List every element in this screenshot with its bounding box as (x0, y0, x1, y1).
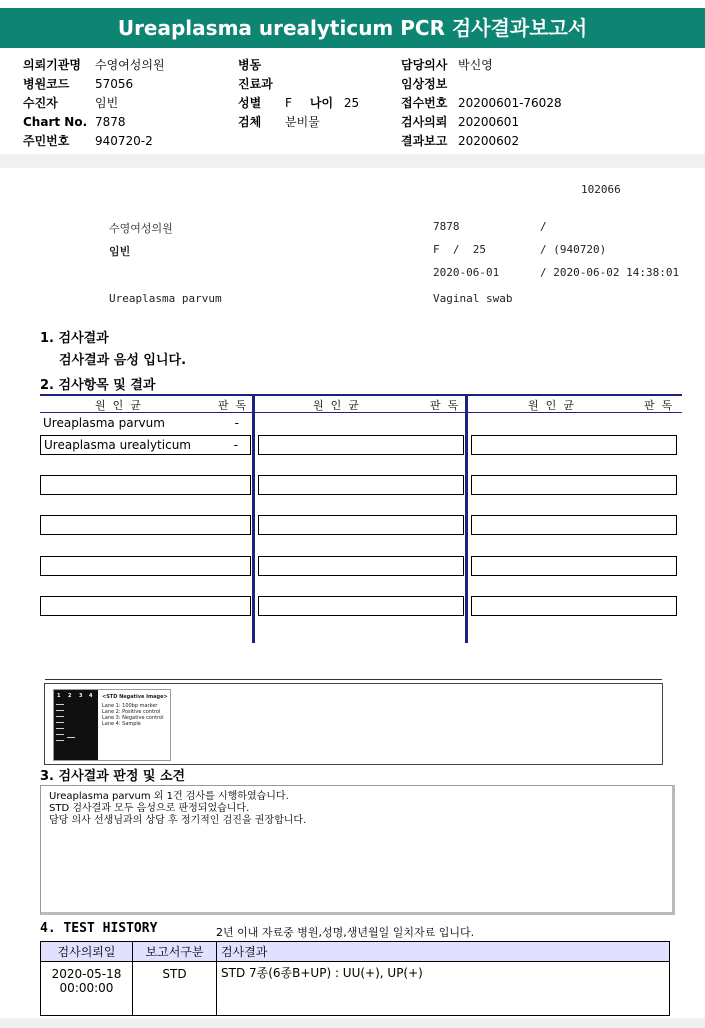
finding-line: Ureaplasma parvum 외 1건 검사를 시행하였습니다. (49, 791, 289, 802)
header-sex-age: F / 25 (433, 243, 486, 256)
header-chart-sep: / (540, 220, 547, 233)
rrn-value: 940720-2 (95, 134, 153, 148)
header-birth: / (940720) (540, 243, 607, 256)
report-title: Ureaplasma urealyticum PCR 검사결과보고서 (0, 8, 705, 48)
empty-row (258, 556, 464, 576)
history-date: 2020-05-18 (51, 967, 122, 981)
gel-title: <STD Negative Image> (102, 694, 168, 700)
header-test-name: Ureaplasma parvum (109, 292, 222, 305)
result-row (40, 414, 251, 434)
section4-title: 4. TEST HISTORY (40, 921, 158, 936)
history-col-result: 검사결과 (217, 942, 670, 962)
empty-row (40, 556, 251, 576)
marker-band (56, 734, 64, 735)
ward-label: 병동 (238, 58, 262, 72)
empty-row (471, 556, 677, 576)
col-judgement-header: 판 독 (644, 399, 673, 412)
history-date-cell (41, 962, 133, 1016)
age-label: 나이 (309, 96, 334, 110)
specimen-value: 분비물 (285, 115, 320, 129)
empty-row (471, 475, 677, 495)
header-specimen: Vaginal swab (433, 292, 513, 305)
finding-line: 담당 의사 선생님과의 상담 후 정기적인 검진을 권장합니다. (49, 815, 307, 826)
marker-band (56, 704, 64, 705)
judgement-value: - (234, 416, 239, 430)
lane-number: 1 (57, 693, 61, 699)
history-type: STD (133, 962, 217, 1016)
empty-row (471, 435, 677, 455)
header-patient-name: 임빈 (109, 245, 131, 258)
history-time: 00:00:00 (59, 981, 114, 995)
header-chart-no: 7878 (433, 220, 460, 233)
bottom-band (0, 1018, 705, 1028)
clinical-label: 임상정보 (401, 77, 448, 91)
empty-row (40, 596, 251, 616)
gel-top-rule (45, 679, 662, 680)
marker-band (56, 710, 64, 711)
age-value: 25 (343, 96, 360, 110)
patient-info-right (401, 56, 562, 151)
department-label: 진료과 (238, 77, 273, 91)
col-judgement-header: 판 독 (218, 399, 247, 412)
hospital-code-label: 병원코드 (23, 77, 70, 91)
empty-row (258, 515, 464, 535)
findings-box (40, 785, 675, 915)
report-number: 102066 (581, 183, 621, 196)
history-table (40, 941, 670, 1016)
header-date-received: 2020-06-01 (433, 266, 500, 279)
marker-band (56, 728, 64, 729)
pathogen-name: Ureaplasma urealyticum (44, 438, 191, 452)
empty-row (40, 515, 251, 535)
empty-row (258, 475, 464, 495)
marker-band (56, 716, 64, 717)
empty-row (258, 596, 464, 616)
doctor-label: 담당의사 (401, 58, 448, 72)
chart-no-label: Chart No. (23, 115, 88, 129)
patient-info-middle (238, 56, 359, 132)
sex-value: F (285, 96, 292, 110)
pathogen-name: Ureaplasma parvum (43, 416, 165, 430)
judgement-value: - (233, 438, 238, 452)
lane-number: 4 (89, 693, 93, 699)
chart-no-value: 7878 (95, 115, 126, 129)
empty-row (471, 596, 677, 616)
doctor-value: 박신영 (458, 58, 493, 72)
history-row (41, 962, 670, 1016)
patient-info-left (23, 56, 165, 151)
lane-number: 2 (68, 693, 72, 699)
col-pathogen-header: 원 인 균 (95, 399, 141, 412)
marker-band (56, 740, 64, 741)
hospital-code-value: 57056 (95, 77, 134, 91)
receipt-value: 20200601-76028 (458, 96, 562, 110)
institution-value: 수영여성의원 (95, 58, 165, 72)
sex-label: 성별 (238, 96, 262, 110)
report-date-value: 20200602 (458, 134, 520, 148)
gel-legend (102, 694, 168, 727)
gel-legend-line: Lane 1: 100bp marker (102, 703, 158, 709)
grid-divider (252, 394, 255, 643)
request-date-value: 20200601 (458, 115, 520, 129)
col-pathogen-header: 원 인 균 (528, 399, 574, 412)
col-pathogen-header: 원 인 균 (313, 399, 359, 412)
receipt-label: 접수번호 (401, 96, 448, 110)
gel-electrophoresis-image (53, 689, 171, 761)
header-clinic: 수영여성의원 (109, 222, 173, 235)
result-row (40, 435, 251, 455)
gel-legend-line: Lane 2: Positive control (102, 709, 161, 715)
rrn-label: 주민번호 (23, 134, 70, 148)
header-date-reported: / 2020-06-02 14:38:01 (540, 266, 680, 279)
history-result: STD 7종(6종B+UP) : UU(+), UP(+) (217, 962, 670, 1016)
marker-band (56, 722, 64, 723)
col-judgement-header: 판 독 (430, 399, 459, 412)
request-date-label: 검사의뢰 (401, 115, 448, 129)
section1-title: 1. 검사결과 (40, 331, 109, 346)
institution-label: 의뢰기관명 (23, 58, 81, 72)
grid-divider (465, 394, 468, 643)
gel-legend-line: Lane 3: Negative control (102, 715, 164, 721)
finding-line: STD 검사결과 모두 음성으로 판정되었습니다. (49, 803, 250, 814)
separator-band (0, 154, 705, 168)
patient-label: 수진자 (23, 96, 58, 110)
history-col-date: 검사의뢰일 (41, 942, 133, 962)
history-col-type: 보고서구분 (133, 942, 217, 962)
grid-top-rule (40, 394, 682, 396)
patient-value: 임빈 (95, 96, 119, 110)
gel-legend-line: Lane 4: Sample (102, 721, 141, 727)
empty-row (471, 515, 677, 535)
section1-result: 검사결과 음성 입니다. (59, 353, 187, 368)
section3-title: 3. 검사결과 판정 및 소견 (40, 769, 186, 784)
specimen-label: 검체 (238, 115, 262, 129)
gel-dark-panel (54, 690, 98, 760)
control-band (67, 737, 75, 738)
lane-number: 3 (79, 693, 83, 699)
history-note: 2년 이내 자료중 병원,성명,생년월일 일치자료 입니다. (216, 926, 475, 939)
gel-image-box (44, 683, 663, 765)
empty-row (258, 435, 464, 455)
empty-row (40, 475, 251, 495)
report-date-label: 결과보고 (401, 134, 448, 148)
section2-title: 2. 검사항목 및 결과 (40, 378, 156, 393)
